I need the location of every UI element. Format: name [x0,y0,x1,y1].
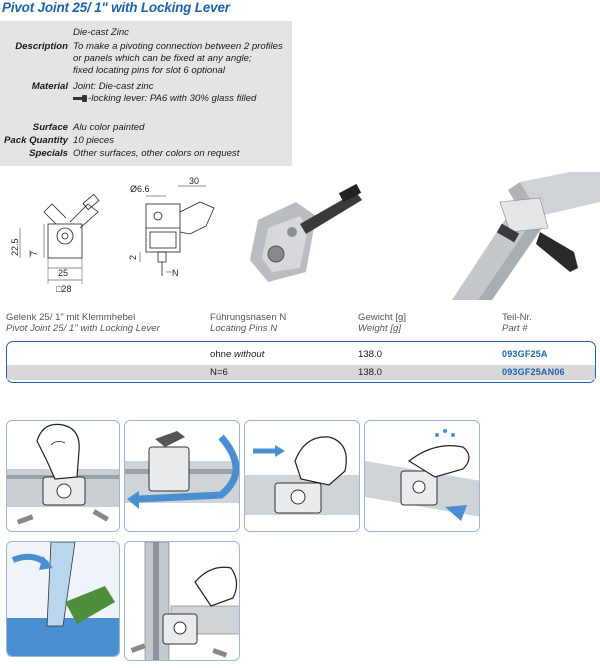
assembly-step-1 [6,420,120,532]
part-number-link[interactable]: 093GF25A [502,349,548,359]
part-number-link[interactable]: 093GF25AN06 [502,367,565,377]
dim-7: 7 [29,250,39,256]
table-row [7,347,595,362]
hand-icon [195,567,237,606]
dim-22-5: 22.5 [10,238,20,256]
spec-specials-value: Other surfaces, other colors on request [73,148,240,159]
screw-icon [17,509,109,524]
spec-material-label: Material [31,81,68,92]
spec-material-type: Die-cast Zinc [73,27,129,38]
assembly-step-3 [244,420,360,532]
table-header-col2: Führungsnasen N Locating Pins N [210,312,287,334]
dim-2: 2 [128,254,138,260]
parts-table [6,341,596,383]
table-header-col4: Teil-Nr. Part # [502,312,532,334]
drawings-row [0,172,600,300]
spec-specials-label: Specials [29,148,68,159]
spec-pack-value: 10 pieces [73,135,115,146]
assembly-step-2 [124,420,240,532]
product-photo-assembled [450,172,600,300]
drawing-front-view [140,186,214,276]
assembly-step-4 [364,420,480,532]
table-header-col1: Gelenk 25/ 1" mit Klemmhebel Pivot Joint 25/ 1" with Locking Lever [6,312,160,334]
table-row [7,365,595,380]
page-title: Pivot Joint 25/ 1" with Locking Lever [2,0,230,15]
dim-diameter: Ø6.6 [130,184,150,194]
product-photo-joint [240,172,362,300]
pins-cell: ohne without [210,349,265,360]
dim-30: 30 [189,176,200,186]
weight-cell: 138.0 [358,349,383,360]
dim-28: □28 [56,284,72,294]
spec-box [0,21,292,166]
dim-n: N [172,268,179,278]
spec-description-value: To make a pivoting connection between 2 profiles or panels which can be fixed at any angle; fixed locating pins for slot 6 optional [73,41,283,76]
lever-icon [73,95,87,102]
spec-material-value: Joint: Die-cast zinc -locking lever: PA6 with 30% glass filled [73,81,257,104]
table-header-col3: Gewicht [g] Weight [g] [358,312,406,334]
assembly-step-5 [6,541,120,657]
weight-cell: 138.0 [358,367,383,378]
spec-description-label: Description [15,41,68,52]
pins-cell: N=6 [210,367,228,378]
assembly-step-6 [124,541,240,661]
spec-pack-label: Pack Quantity [4,135,68,146]
spec-surface-value: Alu color painted [73,122,145,133]
spec-surface-label: Surface [32,122,68,133]
dim-25: 25 [58,268,69,278]
